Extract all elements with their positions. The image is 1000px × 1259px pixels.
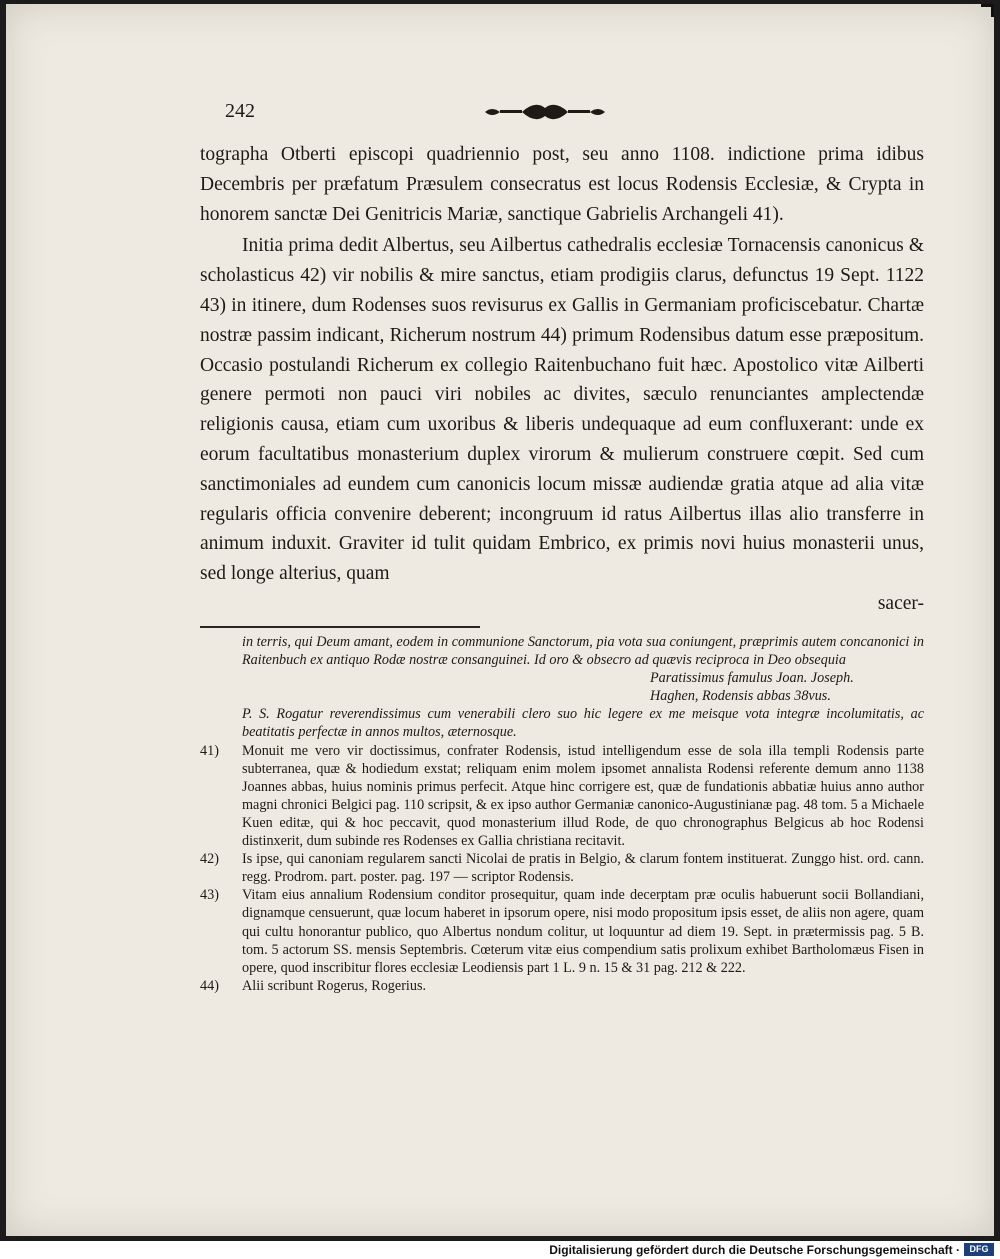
postscript: P. S. Rogatur reverendissimus cum venerabili clero suo hic legere ex me meisque vota integræ incolumitatis, ac beatitatis perfectæ in annos multos, æternosque. [242,706,924,741]
footnote-number: 42) [200,851,219,868]
digitization-credit: Digitalisierung gefördert durch die Deutsche Forschungsgemeinschaft · [549,1243,960,1257]
dfg-logo: DFG [964,1243,994,1256]
footnote-rule [200,626,480,628]
footnote-number: 43) [200,887,219,904]
footnote-text: Monuit me vero vir doctissimus, confrater Rodensis, istud intelligendum esse de sola illa templi Rodensis parte subterranea, quæ & hodiedum exstat; reliquam enim molem ipsomet annalista Rodensi referente demum anno 1138 Joannes abbas, huius nominis primus perfecit. Atque hinc corrigere est, quæ de fundationis abbatiæ huius anno author magni chronici Belgici pag. 110 scripsit, & ex ipso author Germaniæ canonico-Augustinianæ pag. 48 tom. 5 a Michaele Kuen editæ, qui & hoc peccavit, quod monasterium illud Rode, de quo chronographus Belgicus ab hoc Rodensi distinxerit, dum subinde res Rodenses ex Gallia christiana recitavit. [242,742,924,850]
footnote [200,742,924,851]
header-ornament [480,98,610,126]
scan-corner-mark [981,4,994,17]
footnote-continuation: in terris, qui Deum amant, eodem in communione Sanctorum, pia vota sua coniungent, præprimis autem concanonici in Raitenbuch ex antiquo Rodæ nostræ consanguinei. Id oro & obsecro ad quævis reciproca in Deo obsequia [242,634,924,669]
footnote [200,886,924,976]
page-header [225,98,925,128]
footnote-text: Alii scribunt Rogerus, Rogerius. [242,977,427,994]
catchword: sacer- [877,592,924,614]
main-text [200,140,924,619]
footnote-number: 44) [200,977,219,994]
footnote [200,977,924,995]
footnote [200,850,924,886]
footnote-text: Vitam eius annalium Rodensium conditor prosequitur, quam inde decerptam præ oculis habuerunt socii Bollandiani, dignamque censuerunt, quæ locum haberet in ipsorum opere, nisi modo propositum ipsis esset, de aliis non agere, quam qui cultu honorantur publico, quo Albertus nondum colitur, ut loquuntur ad diem 19. Sept. in prætermissis pag. 5 B. tom. 5 actorum SS. mensis Septembris. Cœterum vitæ eius compendium satis prolixum exhibet Bartholomæus Fisen in opere, quod inscribitur flores ecclesiæ Leodiensis part 1 L. 9 n. 15 & 31 pag. 212 & 222. [242,887,924,976]
footnotes [200,633,924,995]
signature-line-2: Haghen, Rodensis abbas 38vus. [650,688,831,705]
paragraph-2: Initia prima dedit Albertus, seu Ailbertus cathedralis ecclesiæ Tornacensis canonicus & scholasticus 42) vir nobilis & mire sanctus, etiam prodigiis clarus, defunctus 19 Sept. 1122 43) in itinere, dum Rodenses suos revisurus ex Gallis in Germaniam proficiscebatur. Chartæ nostræ passim indicant, Richerum nostrum 44) primum Rodensibus datum esse præpositum. Occasio postulandi Richerum ex collegio Raitenbuchano fuit hæc. Apostolico vitæ Ailberti genere permoti non pauci viri nobiles ac divites, sæculo renunciantes amplectendæ religionis causa, etiam cum uxoribus & liberis undequaque ad eum confluxerant: unde ex eorum facultatibus monasterium duplex virorum & mulierum construere cœpit. Sed cum sanctimoniales ad eundem cum canonicis locum missæ audiendæ gratia atque ad alia vitæ regularis officia convenire deberent; incongruum id ratus Ailbertus illas alio transferre in animum induxit. Graviter id tulit quidam Embrico, ex primis novi huius monasterii unus, sed longe alterius, quam [200,235,924,585]
page-number: 242 [225,100,255,122]
footnote-number: 41) [200,742,219,759]
signature-line-1: Paratissimus famulus Joan. Joseph. [650,670,854,687]
footnote-text: Is ipse, qui canoniam regularem sancti Nicolai de pratis in Belgio, & clarum fontem instituerat. Zunggo hist. ord. cann. regg. Prodrom. part. poster. pag. 197 — scriptor Rodensis. [242,851,924,886]
paragraph-1: tographa Otberti episcopi quadriennio post, seu anno 1108. indictione prima idibus Decembris per præfatum Præsulem consecratus est locus Rodensis Ecclesiæ, & Crypta in honorem sanctæ Dei Genitricis Mariæ, sanctique Gabrielis Archangeli 41). [200,144,924,225]
